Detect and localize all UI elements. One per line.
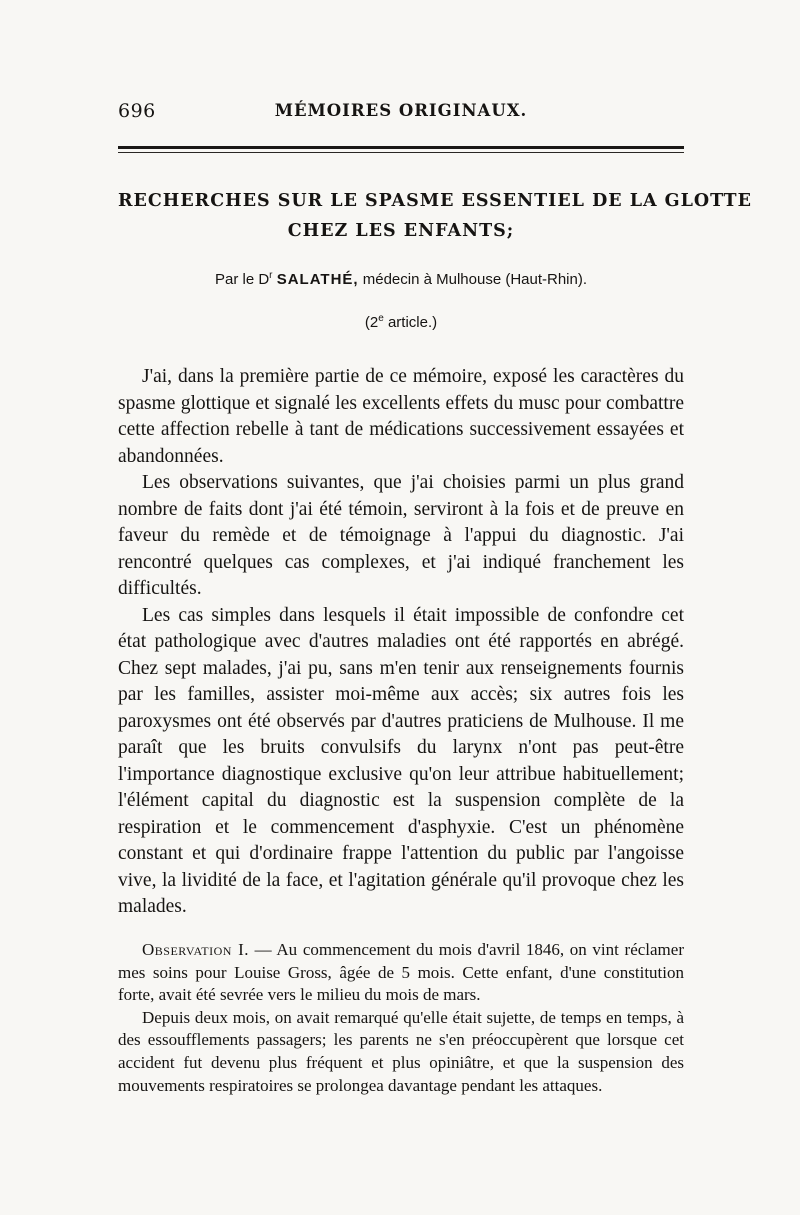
page-number: 696 — [118, 100, 156, 122]
author-affiliation: médecin à Mulhouse (Haut-Rhin). — [358, 271, 588, 288]
author-line — [118, 270, 684, 288]
author-prefix-superscript: r — [269, 270, 273, 281]
observation-text: — Au commencement du mois d'avril 1846, on vint réclamer mes soins pour Louise Gross, âgée de 5 mois. Cette enfant, d'une constitution forte, avait été sevrée vers le milieu du mois de mars. — [118, 940, 684, 1005]
running-title: MÉMOIRES ORIGINAUX. — [274, 101, 528, 120]
article-title-line-2: CHEZ LES ENFANTS; — [287, 221, 515, 241]
observation-label: Observation I. — [142, 940, 250, 959]
author-prefix: Par le D — [214, 271, 270, 288]
header-rule-thick — [118, 146, 684, 149]
body-paragraph-3: Les cas simples dans lesquels il était impossible de confondre cet état pathologique avec d'autres maladies ont été rapportés en abrégé. Chez sept malades, j'ai pu, sans m'en tenir aux renseignements fournis par les familles, assister moi-même aux accès; six autres fois les paroxysmes ont été observés par d'autres praticiens de Mulhouse. Il me paraît que les bruits convulsifs du larynx n'ont pas peut-être l'importance diagnostique exclusive qu'on leur attribue habituellement; l'élément capital du diagnostic est la suspension complète de la respiration et le commencement d'asphyxie. C'est un phénomène constant et qui d'ordinaire frappe l'attention du public par l'angoisse vive, la lividité de la face, et l'agitation générale qu'il provoque chez les malades. — [118, 604, 684, 917]
article-title-line-1: RECHERCHES SUR LE SPASME ESSENTIEL DE LA GLOTTE — [118, 191, 752, 211]
running-head — [118, 100, 684, 124]
article-number — [118, 313, 684, 331]
observation-paragraph-1 — [118, 939, 684, 1007]
article-title — [118, 186, 752, 246]
article-number-close: article.) — [383, 314, 438, 331]
body-text — [118, 364, 684, 921]
body-paragraph-1: J'ai, dans la première partie de ce mémoire, exposé les caractères du spasme glottique et signalé les excellents effets du musc pour combattre cette affection rebelle à tant de médications successivement essayées et abandonnées. — [118, 366, 684, 467]
body-paragraph-2: Les observations suivantes, que j'ai choisies parmi un plus grand nombre de faits dont j'ai été témoin, serviront à la fois et de preuve en faveur du remède et de témoignage à l'appui du diagnostic. J'ai rencontré quelques cas complexes, et j'ai indiqué franchement les difficultés. — [118, 472, 684, 599]
observation-section — [118, 939, 684, 1097]
author-name: SALATHÉ, — [276, 271, 359, 288]
observation-paragraph-2: Depuis deux mois, on avait remarqué qu'elle était sujette, de temps en temps, à des essoufflements passagers; les parents ne s'en préoccupèrent que lorsque cet accident fut devenu plus fréquent et plus opiniâtre, et que la suspension des mouvements respiratoires se prolongea davantage pendant les attaques. — [118, 1007, 684, 1095]
article-number-superscript: e — [378, 313, 384, 324]
article-number-open: (2 — [364, 314, 379, 331]
header-rule-thin — [118, 152, 684, 153]
